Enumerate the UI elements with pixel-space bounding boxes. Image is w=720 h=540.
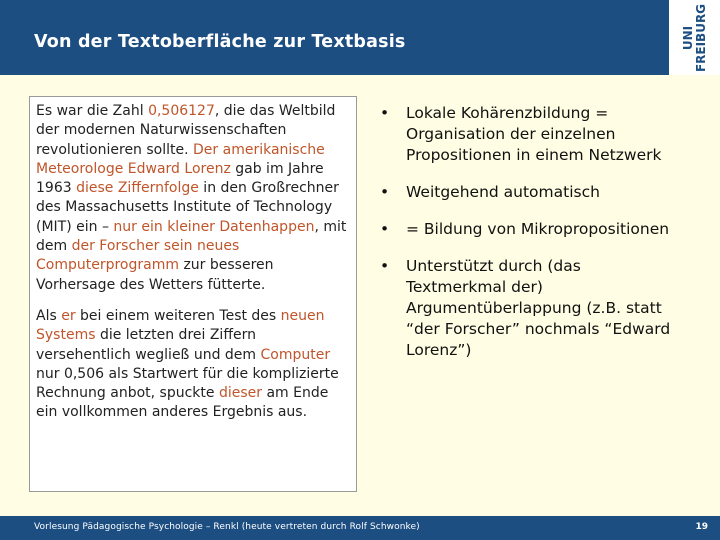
text-segment: , mit dem	[36, 218, 347, 255]
list-item-text: = Bildung von Mikropropositionen	[406, 220, 670, 238]
text-segment: die letzten drei Ziffern versehentlich wegließ und dem	[36, 327, 261, 363]
footer-bar	[0, 516, 720, 540]
example-text-box	[29, 96, 357, 492]
header-bar	[0, 0, 720, 75]
bullet-list	[380, 103, 680, 377]
bullet-icon: •	[380, 220, 390, 238]
highlighted-phrase: neuen Systems	[36, 307, 325, 344]
example-paragraph-2	[36, 307, 350, 423]
list-item-text: Weitgehend automatisch	[406, 183, 600, 201]
highlighted-phrase: Computer	[260, 346, 331, 363]
highlighted-phrase: er	[61, 307, 76, 324]
list-item-text: Unterstützt durch (das Textmerkmal der) Argumentüberlappung (z.B. statt “der Forscher” nochmals “Edward Lorenz”)	[406, 257, 671, 359]
text-segment: gab im Jahre 1963	[36, 160, 324, 197]
logo-line-uni: UNI	[680, 25, 695, 50]
text-segment: nur 0,506 als Startwert für die komplizierte Rechnung anbot, spuckte	[36, 365, 339, 402]
text-segment: , die das Weltbild der modernen Naturwissenschaften revolutionieren sollte.	[36, 103, 336, 158]
slide-title: Von der Textoberfläche zur Textbasis	[34, 32, 406, 52]
bullet-icon: •	[380, 183, 390, 201]
text-segment: bei einem weiteren Test des	[75, 307, 281, 324]
highlighted-phrase: dieser	[218, 385, 263, 402]
page-number: 19	[695, 522, 708, 532]
highlighted-phrase: 0,506127	[148, 103, 215, 119]
highlighted-phrase: diese Ziffernfolge	[76, 180, 199, 197]
list-item	[380, 182, 680, 203]
logo-wordmark	[682, 3, 708, 71]
text-segment: Es war die Zahl	[36, 103, 149, 119]
bullet-icon: •	[380, 104, 390, 122]
text-segment: am Ende ein vollkommen anderes Ergebnis aus.	[36, 385, 329, 421]
list-item	[380, 256, 680, 361]
text-segment: Als	[36, 307, 62, 324]
highlighted-phrase: Der amerikanische Meteorologe Edward Lorenz	[36, 141, 325, 177]
logo-line-freiburg: FREIBURG	[693, 3, 708, 72]
text-segment: in den Großrechner des Massachusetts Institute of Technology (MIT) ein –	[36, 180, 339, 235]
list-item	[380, 103, 680, 166]
text-segment: zur besseren Vorhersage des Wetters fütterte.	[36, 257, 274, 293]
highlighted-phrase: nur ein kleiner Datenhappen	[113, 218, 315, 235]
list-item	[380, 219, 680, 240]
list-item-text: Lokale Kohärenzbildung = Organisation der einzelnen Propositionen in einem Netzwerk	[406, 104, 662, 164]
university-logo	[669, 0, 720, 75]
footer-text: Vorlesung Pädagogische Psychologie – Renkl (heute vertreten durch Rolf Schwonke)	[34, 522, 420, 532]
example-paragraph-1	[36, 102, 350, 295]
highlighted-phrase: der Forscher sein neues Computerprogramm	[36, 238, 240, 274]
bullet-icon: •	[380, 257, 390, 275]
